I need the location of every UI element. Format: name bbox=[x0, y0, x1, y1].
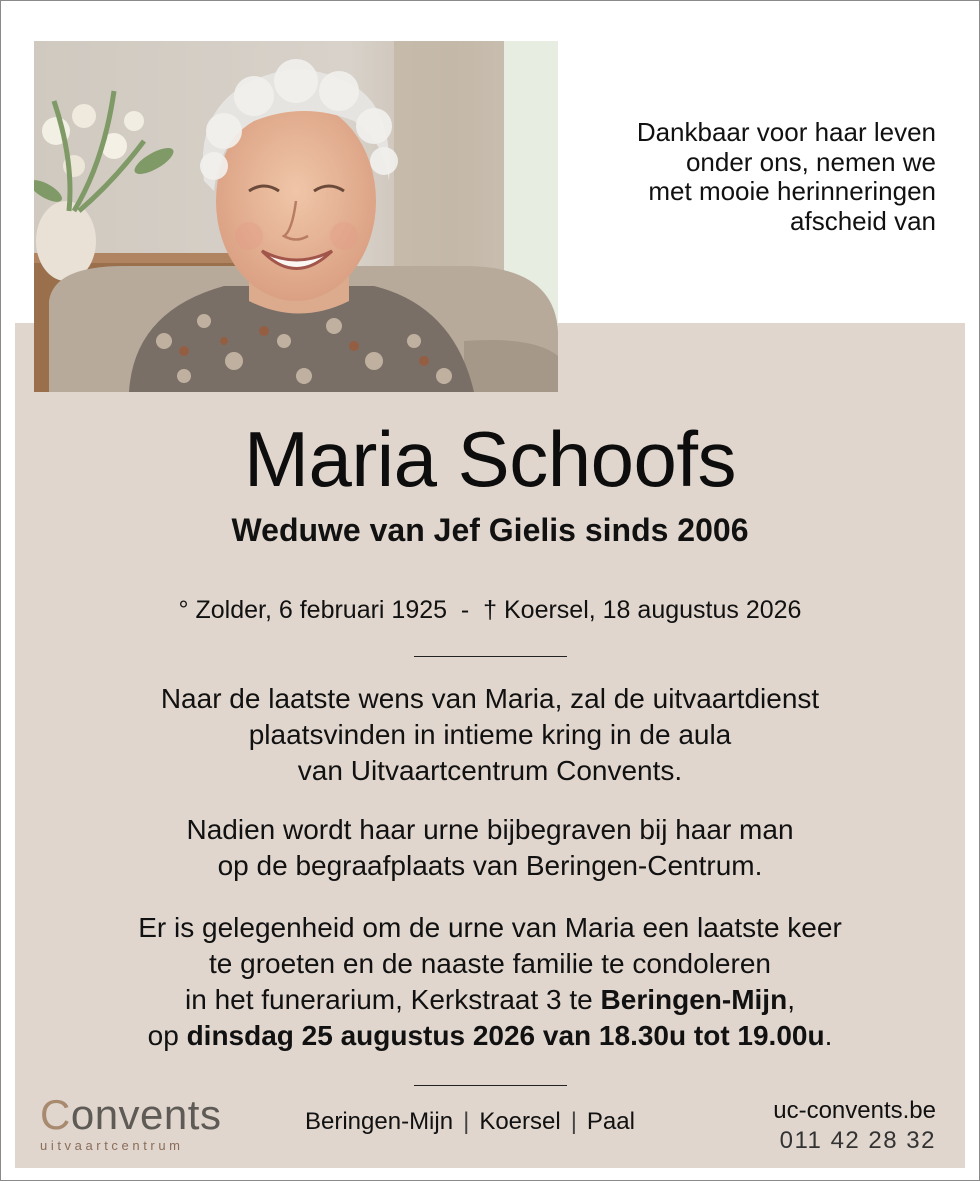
paragraph-line: te groeten en de naaste familie te condoleren bbox=[209, 948, 771, 979]
divider-bottom bbox=[414, 1085, 567, 1086]
phone-number: 011 42 28 32 bbox=[779, 1127, 936, 1154]
location-item: Koersel bbox=[479, 1108, 561, 1135]
punctuation: . bbox=[824, 1020, 833, 1051]
paragraph-line: van Uitvaartcentrum Convents. bbox=[297, 755, 683, 786]
portrait-illustration bbox=[34, 41, 558, 392]
logo-letter: C bbox=[40, 1091, 71, 1138]
convents-logo bbox=[40, 1091, 240, 1153]
location-item: Paal bbox=[586, 1108, 635, 1135]
burial-paragraph bbox=[0, 812, 980, 884]
paragraph-line bbox=[0, 1018, 980, 1054]
divider-top bbox=[414, 656, 567, 657]
condolence-paragraph bbox=[0, 910, 980, 1054]
intro-line: onder ons, nemen we bbox=[685, 146, 936, 177]
paragraph-line: Er is gelegenheid om de urne van Maria een laatste keer bbox=[138, 912, 842, 943]
birth-death-dates: ° Zolder, 6 februari 1925 - † Koersel, 18 augustus 2026 bbox=[178, 596, 802, 624]
portrait-photo bbox=[34, 41, 558, 392]
logo-wordmark: onvents bbox=[70, 1091, 222, 1138]
paragraph-line: Naar de laatste wens van Maria, zal de uitvaartdienst bbox=[160, 683, 820, 714]
intro-line: afscheid van bbox=[790, 205, 936, 236]
paragraph-line: plaatsvinden in intieme kring in de aula bbox=[248, 719, 732, 750]
contact-info bbox=[773, 1096, 936, 1156]
separator: | bbox=[463, 1108, 470, 1135]
date-time-bold: dinsdag 25 augustus 2026 van 18.30u tot 19.00u bbox=[186, 1020, 825, 1051]
address-text: in het funerarium, Kerkstraat 3 te bbox=[185, 984, 601, 1015]
deceased-name: Maria Schoofs bbox=[243, 415, 737, 503]
paragraph-line: op de begraafplaats van Beringen-Centrum. bbox=[217, 850, 763, 881]
ceremony-paragraph bbox=[0, 681, 980, 789]
paragraph-line bbox=[0, 982, 980, 1018]
widow-subtitle: Weduwe van Jef Gielis sinds 2006 bbox=[231, 512, 749, 548]
logo-subtitle: uitvaartcentrum bbox=[40, 1138, 184, 1153]
website-link[interactable]: uc-convents.be bbox=[773, 1097, 936, 1124]
punctuation: , bbox=[787, 984, 795, 1015]
location-bold: Beringen-Mijn bbox=[600, 984, 788, 1015]
intro-text bbox=[536, 118, 936, 236]
locations-list bbox=[305, 1108, 635, 1136]
paragraph-line: Nadien wordt haar urne bijbegraven bij haar man bbox=[186, 814, 794, 845]
location-item: Beringen-Mijn bbox=[305, 1108, 454, 1135]
intro-line: Dankbaar voor haar leven bbox=[636, 117, 936, 147]
intro-line: met mooie herinneringen bbox=[648, 176, 936, 206]
date-prefix: op bbox=[147, 1020, 187, 1051]
separator: | bbox=[570, 1108, 577, 1135]
